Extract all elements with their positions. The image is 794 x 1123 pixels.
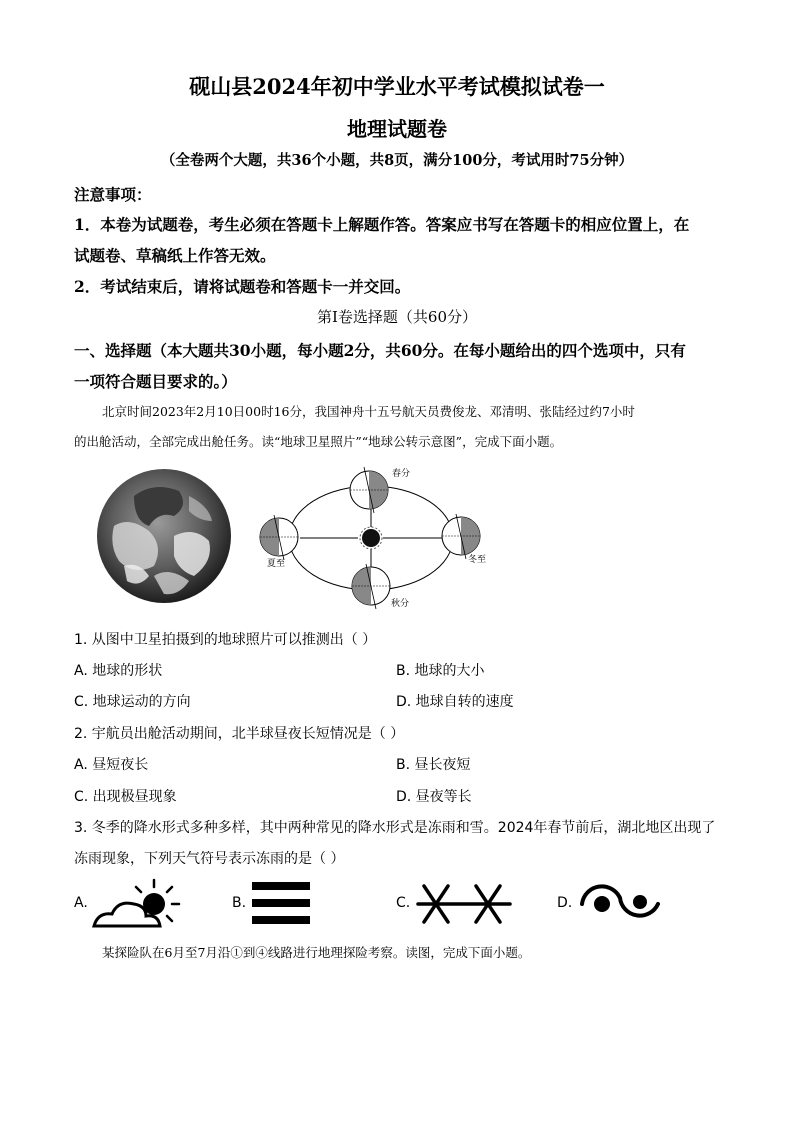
question-3-option-a-letter[interactable]: A. bbox=[74, 895, 88, 911]
label-summer: 夏至 bbox=[267, 559, 286, 569]
label-winter: 冬至 bbox=[468, 555, 487, 565]
earth-winter-solstice bbox=[442, 514, 480, 559]
sun-icon bbox=[362, 529, 380, 547]
question-3-stem-line-1: 3. 冬季的降水形式多种多样，其中两种常见的降水形式是冻雨和雪。2024年春节前后，湖北地区出现了 bbox=[74, 820, 716, 836]
exam-info: （全卷两个大题，共36个小题，共8页，满分100分，考试用时75分钟） bbox=[160, 152, 634, 169]
intro1-line-2: 的出舱活动，全部完成出舱任务。读“地球卫星照片”“地球公转示意图”，完成下面小题。 bbox=[74, 434, 563, 449]
question-2-option-d[interactable]: D. 昼夜等长 bbox=[396, 789, 472, 805]
question-1-option-b[interactable]: B. 地球的大小 bbox=[396, 663, 485, 679]
label-autumn: 秋分 bbox=[391, 599, 410, 609]
snow-weather-icon[interactable] bbox=[414, 882, 514, 926]
question-3-option-c-letter[interactable]: C. bbox=[396, 895, 411, 911]
question-2-option-c[interactable]: C. 出现极昼现象 bbox=[74, 789, 177, 805]
notes-heading: 注意事项： bbox=[74, 185, 152, 204]
paper-subtitle: 地理试题卷 bbox=[347, 117, 447, 141]
question-3-option-d-letter[interactable]: D. bbox=[557, 895, 573, 911]
intro2-text: 某探险队在6月至7月沿①到④线路进行地理探险考察。读图，完成下面小题。 bbox=[102, 945, 531, 960]
note-item-2: 2．考试结束后，请将试题卷和答题卡一并交回。 bbox=[74, 277, 411, 296]
earth-satellite-photo bbox=[94, 466, 234, 606]
question-3-option-b-letter[interactable]: B. bbox=[232, 895, 247, 911]
part1-heading: 第Ⅰ卷选择题（共60分） bbox=[316, 308, 477, 326]
freezing-rain-weather-icon[interactable] bbox=[578, 878, 662, 926]
question-1-stem: 1. 从图中卫星拍摄到的地球照片可以推测出（ ） bbox=[74, 632, 377, 648]
question-2-stem: 2. 宇航员出舱活动期间，北半球昼夜长短情况是（ ） bbox=[74, 726, 405, 742]
note-item-1-line-2: 试题卷、草稿纸上作答无效。 bbox=[74, 246, 276, 265]
question-3-stem-line-2: 冻雨现象，下列天气符号表示冻雨的是（ ） bbox=[74, 851, 345, 867]
question-1-option-a[interactable]: A. 地球的形状 bbox=[74, 663, 163, 679]
question-2-option-b[interactable]: B. 昼长夜短 bbox=[396, 757, 471, 773]
question-1-option-c[interactable]: C. 地球运动的方向 bbox=[74, 694, 191, 710]
earth-spring-equinox bbox=[350, 467, 388, 513]
label-spring: 春分 bbox=[392, 469, 411, 479]
cloudy-sun-weather-icon[interactable] bbox=[92, 876, 184, 930]
intro1-line-1: 北京时间2023年2月10日00时16分，我国神舟十五号航天员费俊龙、邓清明、张陆经过约7小时 bbox=[102, 404, 635, 419]
question-1-option-d[interactable]: D. 地球自转的速度 bbox=[396, 694, 514, 710]
section-instructions-line-1: 一、选择题（本大题共30小题，每小题2分，共60分。在每小题给出的四个选项中，只有 bbox=[74, 341, 686, 360]
earth-autumn-equinox bbox=[352, 564, 390, 609]
fog-weather-icon[interactable] bbox=[252, 880, 310, 926]
question-2-option-a[interactable]: A. 昼短夜长 bbox=[74, 757, 149, 773]
note-item-1-line-1: 1．本卷为试题卷，考生必须在答题卡上解题作答。答案应书写在答题卡的相应位置上，在 bbox=[74, 215, 690, 234]
earth-revolution-diagram bbox=[255, 465, 495, 611]
exam-title: 砚山县2024年初中学业水平考试模拟试卷一 bbox=[189, 74, 605, 99]
section-instructions-line-2: 一项符合题目要求的。） bbox=[74, 372, 237, 391]
